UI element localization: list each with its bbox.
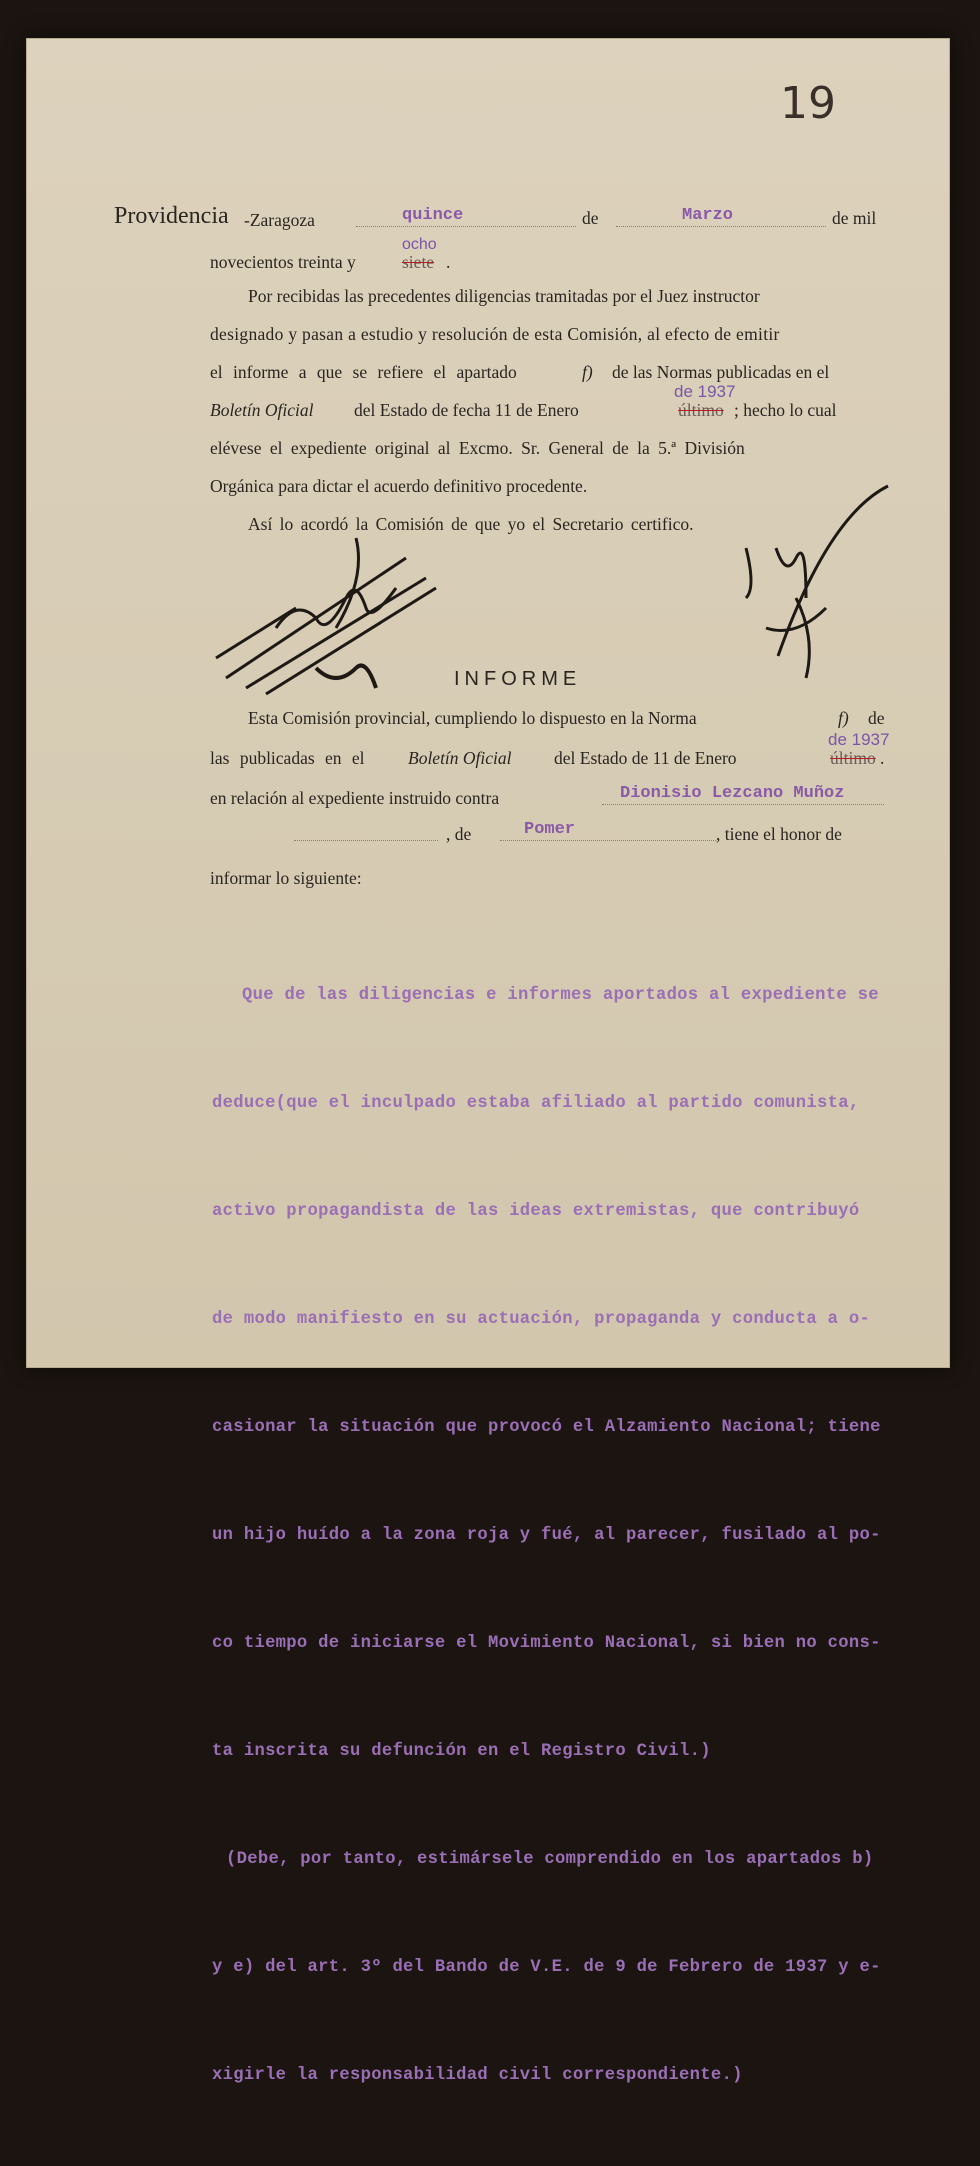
signature-left	[206, 518, 466, 718]
para1-line-1: Por recibidas las precedentes diligencias tramitadas por el Juez instructor	[248, 286, 760, 306]
typed-line: un hijo huído a la zona roja y fué, al parecer, fusilado al po-	[212, 1526, 881, 1545]
insert-de-1937-a: de 1937	[674, 382, 736, 401]
month-field: Marzo	[682, 206, 734, 225]
typed-report-body	[212, 906, 881, 2166]
typed-line: Que de las diligencias e informes aportados al expediente se	[242, 986, 879, 1005]
typed-line: activo propagandista de las ideas extremistas, que contribuyó	[212, 1202, 860, 1221]
year-word-struck: siete	[402, 252, 435, 272]
para1-line-6: Orgánica para dictar el acuerdo definitivo procedente.	[210, 476, 588, 496]
day-field: quince	[402, 206, 464, 225]
de-mil: de mil	[832, 208, 877, 228]
providencia-label: Providencia	[114, 203, 229, 229]
typed-line: casionar la situación que provocó el Alzamiento Nacional; tiene	[212, 1418, 881, 1437]
typed-line: (Debe, por tanto, estimársele comprendido en los apartados b)	[226, 1850, 874, 1869]
city: -Zaragoza	[244, 210, 315, 230]
typed-line: de modo manifiesto en su actuación, propaganda y conducta a o-	[212, 1310, 871, 1329]
para1-line-7: Así lo acordó la Comisión de que yo el Secretario certifico.	[248, 514, 694, 534]
signature-right	[726, 478, 906, 698]
informe-line-5: informar lo siguiente:	[210, 868, 362, 888]
page-number: 19	[780, 78, 836, 129]
para1-line-2: designado y pasan a estudio y resolución de esta Comisión, al efecto de emitir	[210, 324, 780, 344]
typed-line: xigirle la responsabilidad civil correspondiente.)	[212, 2066, 743, 2085]
typed-line: co tiempo de iniciarse el Movimiento Nacional, si bien no cons-	[212, 1634, 881, 1653]
para1-line-5: elévese el expediente original al Excmo. Sr. General de la 5.ª División	[210, 438, 745, 458]
town-name: Pomer	[524, 820, 576, 839]
typed-line: deduce(que el inculpado estaba afiliado al partido comunista,	[212, 1094, 860, 1113]
insert-de-1937-b: de 1937	[828, 730, 890, 749]
typed-line: y e) del art. 3º del Bando de V.E. de 9 de Febrero de 1937 y e-	[212, 1958, 881, 1977]
year-word-inserted: ocho	[402, 236, 437, 253]
de-word: de	[582, 208, 599, 228]
accused-name: Dionisio Lezcano Muñoz	[620, 784, 845, 803]
document-page: 19 Providencia -Zaragoza quince de Marzo de mil novecientos treinta y ocho siete . Por recibidas las precedentes diligencias tramitadas por el Juez instructor designado y pasan a estudio y resolución de esta Comisión, al efecto de emitir el informe a que se refiere el apartado f) de las Normas publicadas en el Boletín Oficial del Estado de fecha 11 de Enero de 1937 último ; hecho lo cual elévese el expediente original al Excmo. Sr. General de la 5.ª División Orgánica para dictar el acuerdo definitivo procedente. Así lo acordó la Comisión de que yo el Secretario certifico. INFORME Esta Comisión provincial, cumpliendo lo dispuesto en la Norma f) de las publicadas en el Boletín Oficial del Estado de 11 de Enero de 1937 último . en relación al expediente instruido contra Dionisio Lezcano Muñoz , de Pomer , tiene el honor de informar lo siguiente: Que de las diligencias e informes aportados al expediente se deduce(que el inculpado estaba afiliado al partido comunista, activo propagandista de las ideas extremistas, que contribuyó de modo manifiesto en su actuación, propaganda y conducta a o- casionar la situación que provocó el Alzamiento Nacional; tiene un hijo huído a la zona roja y fué, al parecer, fusilado al po- co tiempo de iniciarse el Movimiento Nacional, si bien no cons- ta inscrita su defunción en el Registro Civil.) (Debe, por tanto, estimársele comprendido en los apartados b) y e) del art. 3º del Bando de V.E. de 9 de Febrero de 1937 y e- xigirle la responsabilidad civil correspondiente.)	[26, 38, 950, 1368]
typed-line: ta inscrita su defunción en el Registro Civil.)	[212, 1742, 711, 1761]
informe-heading: INFORME	[454, 668, 582, 690]
